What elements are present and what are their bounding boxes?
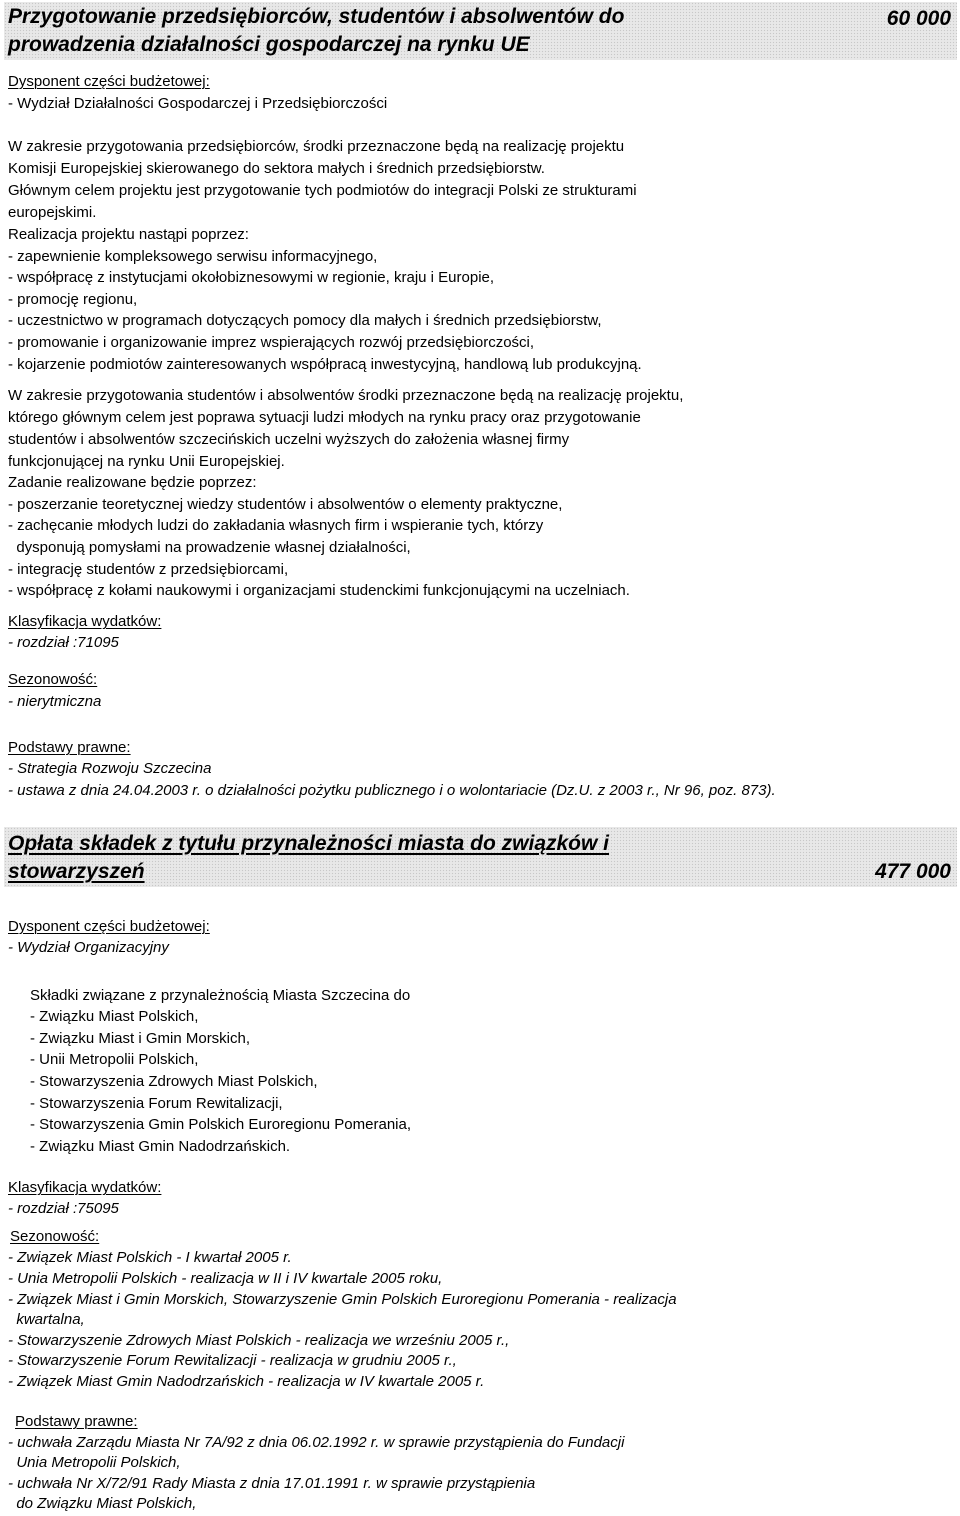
- section2-klasyfikacja-value: - rozdział :75095: [8, 1200, 119, 1217]
- section1-body-line: europejskimi.: [8, 204, 97, 221]
- section1-body-line: - współpracę z instytucjami okołobiznesowymi w regionie, kraju i Europie,: [8, 269, 495, 286]
- section1-dysponent-label: Dysponent części budżetowej:: [8, 73, 210, 90]
- section1-klasyfikacja-value: - rozdział :71095: [8, 634, 119, 651]
- section2-sezonowosc-value: - Unia Metropolii Polskich - realizacja w II i IV kwartale 2005 roku,: [8, 1270, 443, 1287]
- section1-body-line: Głównym celem projektu jest przygotowanie tych podmiotów do integracji Polski ze strukturami: [8, 182, 637, 199]
- section1-body-line: - kojarzenie podmiotów zainteresowanych współpracą inwestycyjną, handlową lub produkcyjną.: [8, 356, 642, 373]
- section2-sezonowosc-value: - Stowarzyszenie Zdrowych Miast Polskich - realizacja we wrześniu 2005 r.,: [8, 1332, 510, 1349]
- section2-body-line: - Związku Miast Gmin Nadodrzańskich.: [30, 1138, 291, 1155]
- section2-amount: 477 000: [875, 860, 951, 883]
- section2-body-line: - Stowarzyszenia Zdrowych Miast Polskich,: [30, 1073, 318, 1090]
- section2-sezonowosc-value: - Związek Miast Gmin Nadodrzańskich - realizacja w IV kwartale 2005 r.: [8, 1373, 485, 1390]
- section1-body2-line: funkcjonującej na rynku Unii Europejskiej.: [8, 453, 285, 470]
- section1-body-line: - zapewnienie kompleksowego serwisu informacyjnego,: [8, 248, 378, 265]
- section1-body-line: Komisji Europejskiej skierowanego do sektora małych i średnich przedsiębiorstw.: [8, 160, 545, 177]
- section1-body2-line: - integrację studentów z przedsiębiorcami,: [8, 561, 289, 578]
- section2-body-line: - Unii Metropolii Polskich,: [30, 1051, 199, 1068]
- section1-amount: 60 000: [886, 7, 951, 30]
- section2-sezonowosc-label: Sezonowość:: [10, 1228, 100, 1245]
- section1-dysponent-value: - Wydział Działalności Gospodarczej i Przedsiębiorczości: [8, 95, 388, 112]
- section1-body2-line: - współpracę z kołami naukowymi i organizacjami studenckimi funkcjonującymi na uczelniach.: [8, 582, 630, 599]
- section1-podstawy-value: - Strategia Rozwoju Szczecina: [8, 760, 212, 777]
- section2-podstawy-value: do Związku Miast Polskich,: [8, 1495, 197, 1512]
- section1-header: [4, 2, 957, 60]
- section2-dysponent-value: - Wydział Organizacyjny: [8, 939, 169, 956]
- section2-podstawy-value: - uchwała Nr X/72/91 Rady Miasta z dnia 17.01.1991 r. w sprawie przystąpienia: [8, 1475, 536, 1492]
- section1-podstawy-label: Podstawy prawne:: [8, 739, 131, 756]
- section2-title-line1: Opłata składek z tytułu przynależności miasta do związków i: [8, 832, 610, 855]
- section1-body2-line: - poszerzanie teoretycznej wiedzy studentów i absolwentów o elementy praktyczne,: [8, 496, 563, 513]
- section2-klasyfikacja-label: Klasyfikacja wydatków:: [8, 1179, 162, 1196]
- section2-body-line: - Związku Miast Polskich,: [30, 1008, 199, 1025]
- section2-sezonowosc-value: kwartalna,: [8, 1311, 85, 1328]
- section2-header: [4, 827, 957, 887]
- section2-body-line: - Stowarzyszenia Gmin Polskich Euroregionu Pomerania,: [30, 1116, 411, 1133]
- section2-podstawy-value: - uchwała Zarządu Miasta Nr 7A/92 z dnia 06.02.1992 r. w sprawie przystąpienia do Fundacji: [8, 1434, 625, 1451]
- section1-body-line: W zakresie przygotowania przedsiębiorców, środki przeznaczone będą na realizację projektu: [8, 138, 625, 155]
- section1-body2-line: studentów i absolwentów szczecińskich uczelni wyższych do założenia własnej firmy: [8, 431, 570, 448]
- section1-body-line: - uczestnictwo w programach dotyczących pomocy dla małych i średnich przedsiębiorstw,: [8, 312, 602, 329]
- section2-sezonowosc-value: - Związek Miast Polskich - I kwartał 2005 r.: [8, 1249, 292, 1266]
- section1-body2-line: W zakresie przygotowania studentów i absolwentów środki przeznaczone będą na realizację projektu,: [8, 387, 684, 404]
- section2-podstawy-label: Podstawy prawne:: [15, 1413, 138, 1430]
- section1-body-line: - promocję regionu,: [8, 291, 138, 308]
- section1-body2-line: - zachęcanie młodych ludzi do zakładania własnych firm i wspieranie tych, którzy: [8, 517, 544, 534]
- section2-podstawy-value: Unia Metropolii Polskich,: [8, 1454, 181, 1471]
- section1-body2-line: Zadanie realizowane będzie poprzez:: [8, 474, 257, 491]
- section2-dysponent-label: Dysponent części budżetowej:: [8, 918, 210, 935]
- section1-title-line1: Przygotowanie przedsiębiorców, studentów i absolwentów do: [8, 5, 625, 28]
- section1-title-line2: prowadzenia działalności gospodarczej na rynku UE: [8, 33, 530, 56]
- section2-sezonowosc-value: - Związek Miast i Gmin Morskich, Stowarzyszenie Gmin Polskich Euroregionu Pomerania - realizacja: [8, 1291, 677, 1308]
- section2-sezonowosc-value: - Stowarzyszenie Forum Rewitalizacji - realizacja w grudniu 2005 r.,: [8, 1352, 457, 1369]
- section2-title-line2: stowarzyszeń: [8, 860, 145, 883]
- section1-body2-line: którego głównym celem jest poprawa sytuacji ludzi młodych na rynku pracy oraz przygotowanie: [8, 409, 641, 426]
- section1-body-line: - promowanie i organizowanie imprez wspierających rozwój przedsiębiorczości,: [8, 334, 535, 351]
- section2-body-line: - Związku Miast i Gmin Morskich,: [30, 1030, 251, 1047]
- section1-body-line: Realizacja projektu nastąpi poprzez:: [8, 226, 249, 243]
- section2-body-line: Składki związane z przynależnością Miasta Szczecina do: [30, 987, 411, 1004]
- section1-sezonowosc-label: Sezonowość:: [8, 671, 98, 688]
- section1-klasyfikacja-label: Klasyfikacja wydatków:: [8, 613, 162, 630]
- section2-body-line: - Stowarzyszenia Forum Rewitalizacji,: [30, 1095, 283, 1112]
- section1-podstawy-value: - ustawa z dnia 24.04.2003 r. o działalności pożytku publicznego i o wolontariacie (Dz.U. z 2003 r., Nr 96, poz. 873).: [8, 782, 776, 799]
- section1-body2-line: dysponują pomysłami na prowadzenie własnej działalności,: [8, 539, 411, 556]
- section1-sezonowosc-value: - nierytmiczna: [8, 693, 102, 710]
